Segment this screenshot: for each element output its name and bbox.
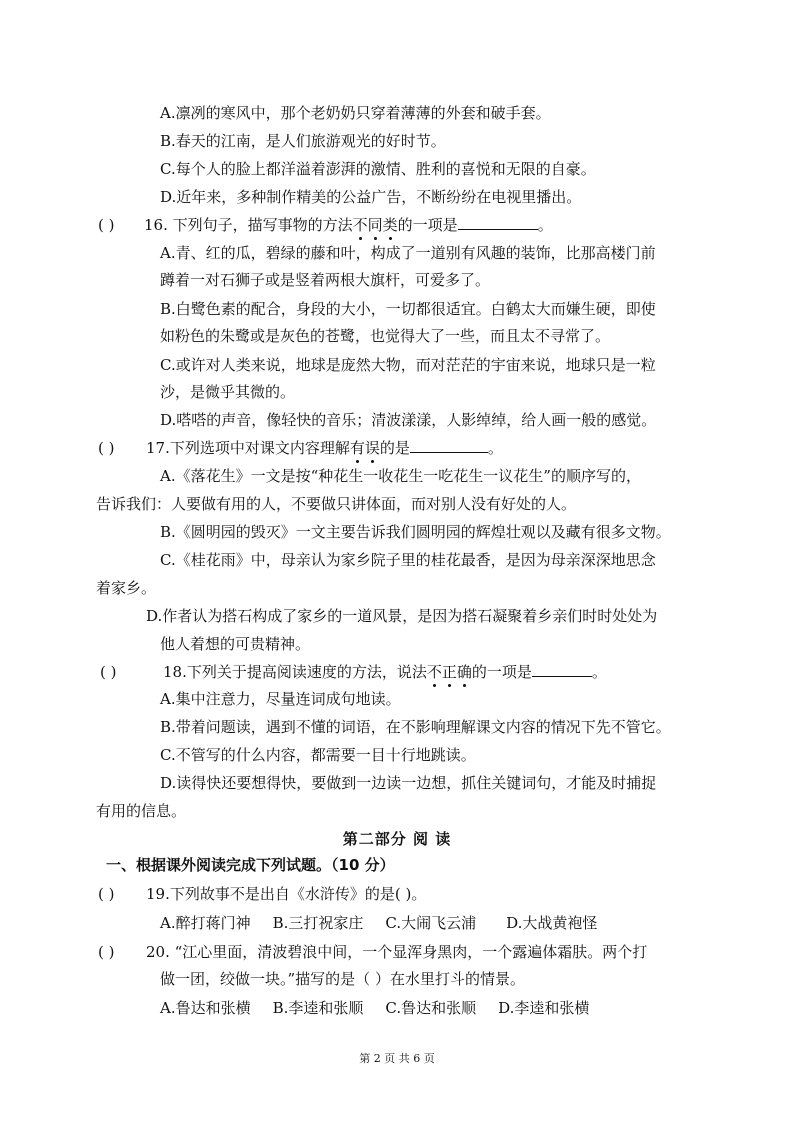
q20-answer-paren[interactable]: ( ) [98, 943, 115, 961]
q15-option-b: B.春天的江南，是人们旅游观光的好时节。 [160, 132, 446, 150]
q15-option-c: C.每个人的脸上都洋溢着澎湃的激情、胜利的喜悦和无限的自豪。 [160, 160, 596, 178]
q17-blank[interactable] [410, 438, 488, 453]
q16-option-d: D.嗒嗒的声音，像轻快的音乐；清波漾漾，人影绰绰，给人画一般的感觉。 [160, 411, 657, 429]
q15-option-a: A.凛冽的寒风中，那个老奶奶只穿着薄薄的外套和破手套。 [160, 104, 551, 122]
q16-blank[interactable] [458, 215, 538, 230]
q18-stem-post: 的一项是 [471, 663, 532, 681]
page-number-footer: 第 2 页 共 6 页 [359, 1052, 435, 1065]
q17-stem [146, 438, 503, 458]
q18-answer-paren[interactable]: ( ) [100, 663, 117, 681]
q18-stem-end: 。 [591, 663, 607, 681]
q18-option-a: A.集中注意力，尽量连词成句地读。 [160, 690, 401, 708]
q17-option-b: B.《圆明园的毁灭》一文主要告诉我们圆明园的辉煌壮观以及藏有很多文物。 [160, 523, 671, 541]
q17-option-a-line2: 告诉我们：人要做有用的人，不要做只讲体面，而对别人没有好处的人。 [96, 495, 577, 513]
q17-option-c-line1: C.《桂花雨》中，母亲认为家乡院子里的桂花最香，是因为母亲深深地思念 [160, 551, 656, 569]
q20-option-d: D.李逵和张横 [498, 999, 590, 1017]
q18-stem-emphasis: 不正确 [426, 663, 472, 681]
q18-option-d-line2: 有用的信息。 [96, 802, 187, 820]
q16-option-b-line1: B.白鹭色素的配合，身段的大小，一切都很适宜。白鹤太大而嫌生硬，即使 [160, 300, 656, 318]
q17-option-c-line2: 着家乡。 [96, 579, 157, 597]
q19-options [160, 913, 619, 933]
q20-option-c: C.鲁达和张顺 [385, 999, 477, 1017]
q19-option-a: A.醉打蒋门神 [160, 914, 251, 932]
q16-stem [144, 215, 553, 235]
q16-answer-paren[interactable]: ( ) [98, 216, 115, 234]
q19-option-b: B.三打祝家庄 [272, 914, 364, 932]
q17-option-d-line2: 他人着想的可贵精神。 [160, 635, 311, 653]
q17-option-d-line1: D.作者认为搭石构成了家乡的一道风景，是因为搭石凝聚着乡亲们时时处处为 [146, 607, 658, 625]
q18-option-d-line1: D.读得快还要想得快，要做到一边读一边想，抓住关键词句，才能及时捕捉 [160, 774, 657, 792]
q18-stem [163, 662, 607, 682]
q19-answer-paren[interactable]: ( ) [98, 885, 115, 903]
q20-stem-line2: 做一团，绞做一块。”描写的是（ ）在水里打斗的情景。 [160, 970, 525, 988]
q17-option-a-line1: A.《落花生》一文是按“种花生一收花生一吃花生一议花生”的顺序写的， [160, 467, 641, 485]
q17-stem-end: 。 [487, 439, 503, 457]
q16-option-a-line1: A.青、红的瓜，碧绿的藤和叶，构成了一道别有风趣的装饰，比那高楼门前 [160, 244, 656, 262]
q16-stem-post: 的一项是 [397, 216, 458, 234]
q16-option-b-line2: 如粉色的朱鹭或是灰色的苍鹭，也觉得大了一些，而且太不寻常了。 [160, 327, 611, 345]
q16-stem-emphasis: 不同类 [352, 216, 398, 234]
q17-stem-emphasis: 有误 [349, 439, 380, 457]
q19-option-d: D.大战黄袍怪 [506, 914, 598, 932]
part-two-title: 第二部分 阅 读 [342, 830, 452, 848]
q17-answer-paren[interactable]: ( ) [98, 439, 115, 457]
q16-stem-end: 。 [537, 216, 553, 234]
q16-option-a-line2: 蹲着一对石狮子或是竖着两根大旗杆，可爱多了。 [160, 271, 491, 289]
q20-options [160, 998, 611, 1018]
q20-option-a: A.鲁达和张横 [160, 999, 251, 1017]
q18-option-c: C.不管写的什么内容，都需要一目十行地跳读。 [160, 746, 476, 764]
q19-option-c: C.大闹飞云浦 [385, 914, 477, 932]
q16-stem-pre: 16. 下列句子，描写事物的方法 [144, 216, 353, 234]
q17-stem-post: 的是 [379, 439, 410, 457]
q19-stem: 19.下列故事不是出自《水浒传》的是( )。 [146, 885, 427, 903]
q15-option-d: D.近年来，多种制作精美的公益广告，不断纷纷在电视里播出。 [160, 188, 582, 206]
q20-stem-line1: 20. “江心里面，清波碧浪中间，一个显浑身黑肉，一个露遍体霜肤。两个打 [146, 943, 648, 961]
q18-option-b: B.带着问题读，遇到不懂的词语，在不影响理解课文内容的情况下先不管它。 [160, 718, 671, 736]
q16-option-c-line1: C.或许对人类来说，地球是庞然大物，而对茫茫的宇宙来说，地球只是一粒 [160, 356, 656, 374]
q17-stem-pre: 17.下列选项中对课文内容理解 [146, 439, 350, 457]
section-one-heading: 一、根据课外阅读完成下列试题。（10 分） [106, 856, 395, 874]
q18-stem-pre: 18.下列关于提高阅读速度的方法，说法 [163, 663, 427, 681]
q16-option-c-line2: 沙，是微乎其微的。 [160, 383, 296, 401]
q20-option-b: B.李逵和张顺 [272, 999, 364, 1017]
q18-blank[interactable] [532, 662, 592, 677]
